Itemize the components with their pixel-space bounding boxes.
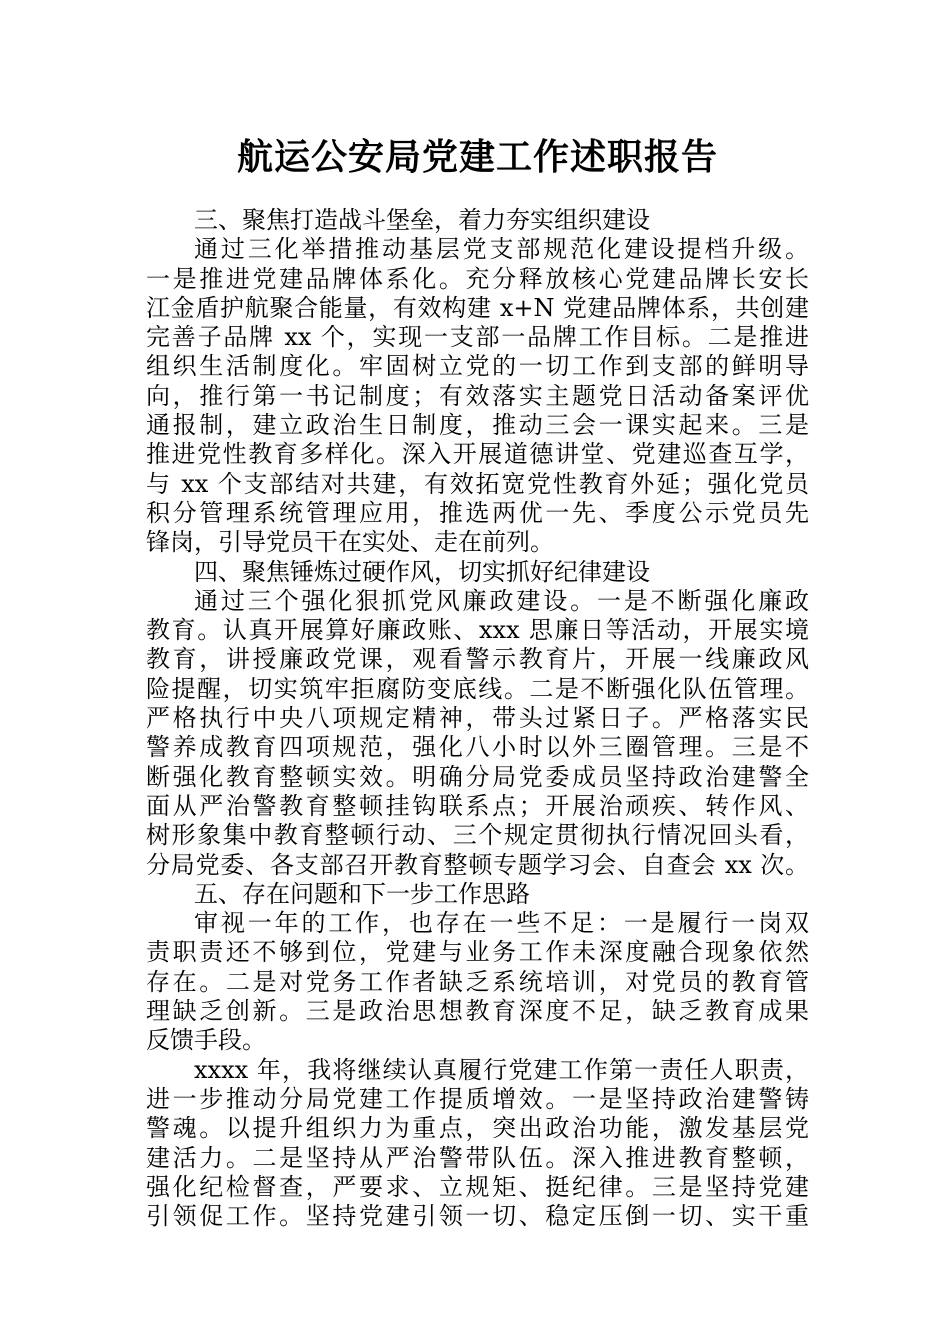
document-page: [146, 128, 809, 1231]
paragraph-line: 教育，讲授廉政党课，观看警示教育片，开展一线廉政风: [146, 645, 809, 674]
paragraph-line: 向，推行第一书记制度；有效落实主题党日活动备案评优: [146, 381, 809, 410]
section-heading: 五、存在问题和下一步工作思路: [194, 879, 530, 908]
paragraph-line: 一是推进党建品牌体系化。充分释放核心党建品牌长安长: [146, 264, 809, 293]
section-heading: 三、聚焦打造战斗堡垒，着力夯实组织建设: [194, 206, 650, 234]
paragraph-line: 强化纪检督查，严要求、立规矩、挺纪律。三是坚持党建: [146, 1172, 809, 1201]
paragraph-line: 建活力。二是坚持从严治警带队伍。深入推进教育整顿，: [146, 1143, 809, 1172]
paragraph-line: 险提醒，切实筑牢拒腐防变底线。二是不断强化队伍管理。: [146, 674, 809, 703]
paragraph-line: 警养成教育四项规范，强化八小时以外三圈管理。三是不: [146, 733, 809, 762]
paragraph-line: 警魂。以提升组织力为重点，突出政治功能，激发基层党: [146, 1114, 809, 1143]
paragraph-line: 面从严治警教育整顿挂钩联系点；开展治顽疾、转作风、: [146, 791, 809, 820]
paragraph-line: 教育。认真开展算好廉政账、xxx 思廉日等活动，开展实境: [146, 616, 809, 645]
paragraph-last-line: 锋岗，引导党员干在实处、走在前列。: [146, 528, 554, 557]
paragraph-line: 分局党委、各支部召开教育整顿专题学习会、自查会 xx 次。: [146, 850, 809, 879]
paragraph-first-line: xxxx 年，我将继续认真履行党建工作第一责任人职责，: [194, 1055, 809, 1084]
document-title: 航运公安局党建工作述职报告: [236, 136, 718, 178]
paragraph-last-line: 反馈手段。: [146, 1026, 266, 1055]
paragraph-line: 存在。二是对党务工作者缺乏系统培训，对党员的教育管: [146, 967, 809, 996]
paragraph-line: 江金盾护航聚合能量，有效构建 x+N 党建品牌体系，共创建: [146, 293, 809, 322]
paragraph-line: 断强化教育整顿实效。明确分局党委成员坚持政治建警全: [146, 762, 809, 791]
paragraph-line: 通报制，建立政治生日制度，推动三会一课实起来。三是: [146, 411, 809, 440]
paragraph-line: 进一步推动分局党建工作提质增效。一是坚持政治建警铸: [146, 1084, 809, 1113]
paragraph-line: 引领促工作。坚持党建引领一切、稳定压倒一切、实干重: [146, 1202, 809, 1231]
paragraph-line: 与 xx 个支部结对共建，有效拓宽党性教育外延；强化党员: [146, 469, 809, 498]
paragraph-line: 严格执行中央八项规定精神，带头过紧日子。严格落实民: [146, 704, 809, 733]
paragraph-first-line: 通过三个强化狠抓党风廉政建设。一是不断强化廉政: [194, 586, 809, 615]
document-body: [146, 206, 809, 1231]
paragraph-line: 完善子品牌 xx 个，实现一支部一品牌工作目标。二是推进: [146, 323, 809, 352]
paragraph-line: 积分管理系统管理应用，推选两优一先、季度公示党员先: [146, 498, 809, 527]
paragraph-line: 责职责还不够到位，党建与业务工作未深度融合现象依然: [146, 938, 809, 967]
paragraph-line: 理缺乏创新。三是政治思想教育深度不足，缺乏教育成果: [146, 997, 809, 1026]
paragraph-first-line: 通过三化举措推动基层党支部规范化建设提档升级。: [194, 235, 809, 264]
paragraph-line: 树形象集中教育整顿行动、三个规定贯彻执行情况回头看，: [146, 821, 809, 850]
paragraph-line: 组织生活制度化。牢固树立党的一切工作到支部的鲜明导: [146, 352, 809, 381]
paragraph-line: 推进党性教育多样化。深入开展道德讲堂、党建巡查互学，: [146, 440, 809, 469]
section-heading: 四、聚焦锤炼过硬作风，切实抓好纪律建设: [194, 557, 650, 586]
paragraph-first-line: 审视一年的工作，也存在一些不足：一是履行一岗双: [194, 909, 809, 938]
